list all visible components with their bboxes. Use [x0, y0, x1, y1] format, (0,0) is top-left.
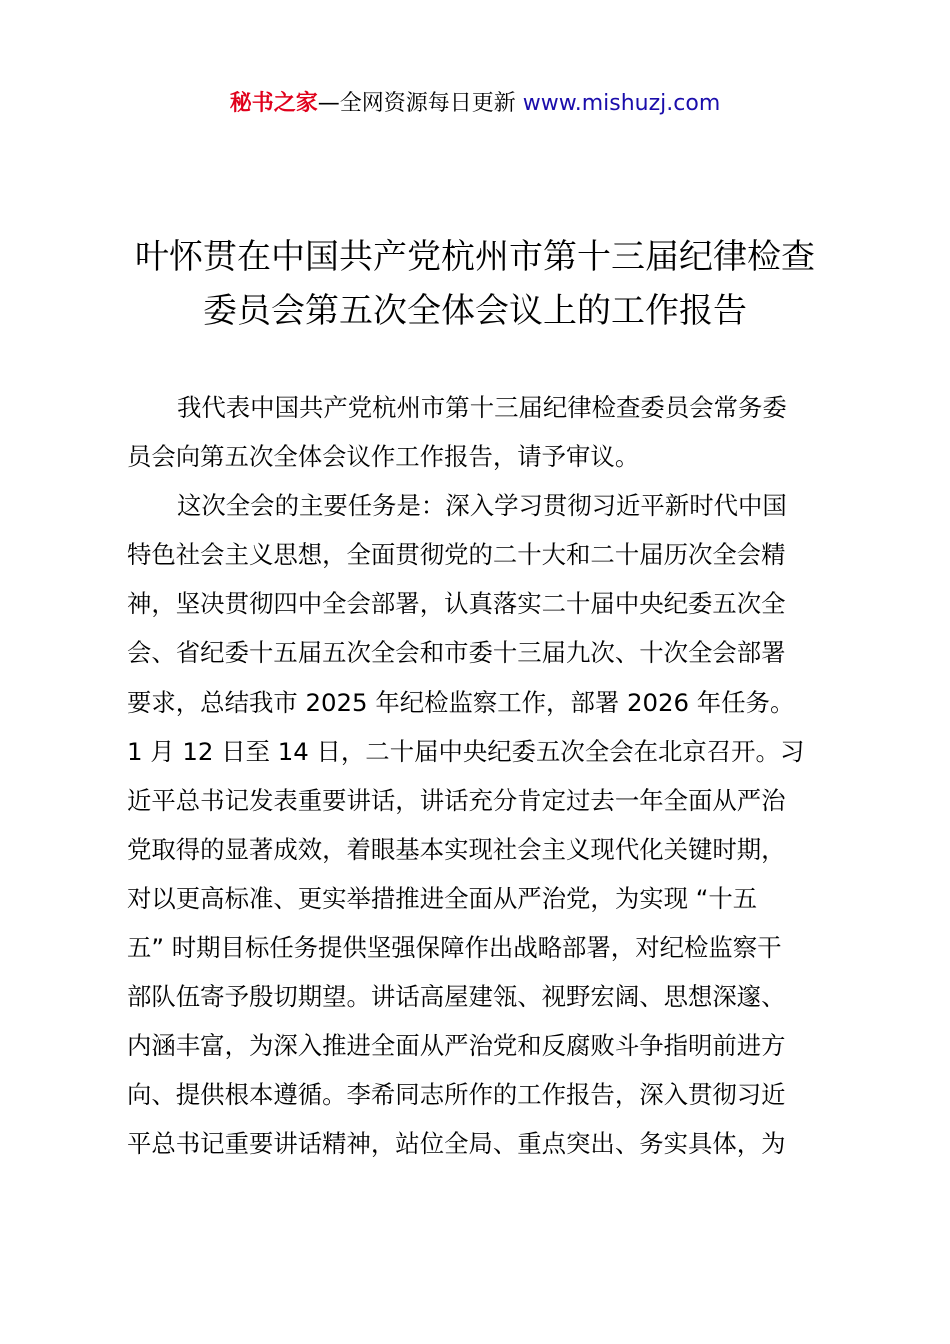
paragraph-line: 平总书记重要讲话精神，站位全局、重点突出、务实具体，为 [127, 1129, 786, 1159]
title-line: 委员会第五次全体会议上的工作报告 [203, 291, 747, 331]
document-body [127, 383, 837, 1169]
header-tagline: —全网资源每日更新 [317, 91, 516, 116]
paragraph-line: 特色社会主义思想，全面贯彻党的二十大和二十届历次全会精 [127, 540, 786, 570]
title-line: 叶怀贯在中国共产党杭州市第十三届纪律检查 [135, 237, 815, 277]
paragraph-line: 这次全会的主要任务是：深入学习贯彻习近平新时代中国 [177, 491, 787, 521]
site-header [0, 88, 950, 120]
document-title [80, 230, 870, 338]
brand-name: 秘书之家 [229, 91, 318, 116]
paragraph-line: 1 月 12 日至 14 日，二十届中央纪委五次全会在北京召开。习 [127, 736, 805, 766]
paragraph-line: 部队伍寄予殷切期望。讲话高屋建瓴、视野宏阔、思想深邃、 [127, 982, 786, 1012]
paragraph-line: 党取得的显著成效，着眼基本实现社会主义现代化关键时期， [127, 834, 786, 864]
paragraph-line: 近平总书记发表重要讲话，讲话充分肯定过去一年全面从严治 [127, 785, 786, 815]
paragraph-line: 员会向第五次全体会议作工作报告，请予审议。 [127, 442, 640, 472]
paragraph-line: 内涵丰富，为深入推进全面从严治党和反腐败斗争指明前进方 [127, 1031, 786, 1061]
paragraph-line: 神，坚决贯彻四中全会部署，认真落实二十届中央纪委五次全 [127, 589, 786, 619]
paragraph-line: 五” 时期目标任务提供坚强保障作出战略部署，对纪检监察干 [127, 933, 782, 963]
paragraph-line: 向、提供根本遵循。李希同志所作的工作报告，深入贯彻习近 [127, 1080, 786, 1110]
paragraph-line: 要求，总结我市 2025 年纪检监察工作，部署 2026 年任务。 [127, 687, 795, 717]
paragraph-line: 会、省纪委十五届五次全会和市委十三届九次、十次全会部署 [127, 638, 786, 668]
paragraph-line: 我代表中国共产党杭州市第十三届纪律检查委员会常务委 [177, 393, 787, 422]
paragraph-line: 对以更高标准、更实举措推进全面从严治党，为实现 “十五 [127, 883, 758, 913]
site-url-link[interactable]: www.mishuzj.com [522, 91, 721, 116]
